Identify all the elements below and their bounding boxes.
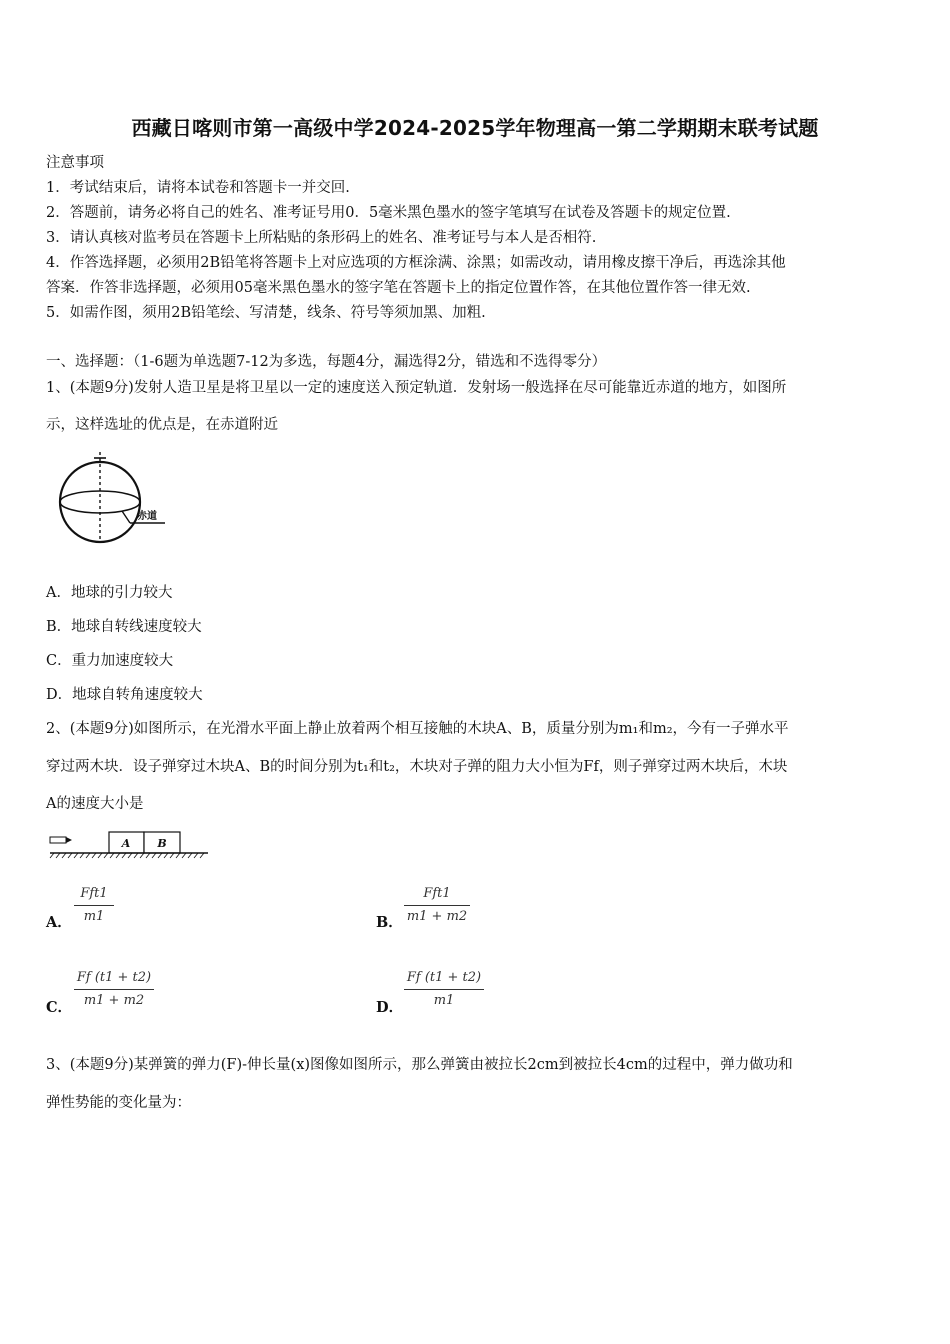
q2-option-a-fraction[interactable]	[74, 884, 114, 927]
fraction-denominator: m1 + m2	[406, 909, 468, 924]
section-heading: 一、选择题：（1-6题为单选题7-12为多选，每题4分，漏选得2分，错选和不选得零分）	[46, 354, 607, 370]
fraction-denominator: m1	[433, 993, 455, 1008]
q2-option-c-label[interactable]: C．	[46, 999, 73, 1016]
q3-stem-line2: 弹性势能的变化量为：	[46, 1095, 191, 1111]
equator-pointer	[122, 511, 130, 523]
fraction-denominator: m1	[83, 909, 105, 924]
q2-stem-line3: A的速度大小是	[46, 796, 144, 812]
q1-stem-line2: 示，这样选址的优点是，在赤道附近	[46, 417, 278, 433]
fraction-numerator: Ff (t1 + t2)	[76, 970, 152, 985]
q1-option-d[interactable]: D．地球自转角速度较大	[46, 687, 203, 703]
notice-item: 2．答题前，请务必将自己的姓名、准考证号用0．5毫米黑色墨水的签字笔填写在试卷及答题卡的规定位置.	[46, 205, 731, 221]
q2-option-b-label[interactable]: B．	[376, 914, 403, 931]
block-a-label: A	[121, 837, 131, 850]
fraction-numerator: Ff (t1 + t2)	[406, 970, 482, 985]
fraction-numerator: Fft1	[423, 886, 451, 901]
notice-item: 4．作答选择题，必须用2B铅笔将答题卡上对应选项的方框涂满、涂黑；如需改动，请用橡皮擦干净后，再选涂其他	[46, 255, 786, 271]
q2-option-c-fraction[interactable]	[74, 968, 154, 1011]
earth-equator-figure	[50, 448, 180, 548]
q1-stem-line1: 1、(本题9分)发射人造卫星是将卫星以一定的速度送入预定轨道．发射场一般选择在尽可能靠近赤道的地方，如图所	[46, 380, 787, 396]
q2-option-d-label[interactable]: D．	[376, 999, 404, 1016]
notice-item: 1．考试结束后，请将本试卷和答题卡一并交回.	[46, 180, 350, 196]
q2-option-a-label[interactable]: A．	[46, 914, 72, 931]
notice-item: 5．如需作图，须用2B铅笔绘、写清楚，线条、符号等须加黑、加粗.	[46, 305, 486, 321]
q2-stem-line1: 2、(本题9分)如图所示，在光滑水平面上静止放着两个相互接触的木块A、B，质量分别为m₁和m₂，今有一子弹水平	[46, 721, 789, 737]
notice-heading: 注意事项	[46, 155, 104, 171]
bullet-shape	[50, 837, 66, 843]
equator-label: 赤道	[137, 511, 157, 522]
q1-option-b[interactable]: B．地球自转线速度较大	[46, 619, 202, 635]
notice-item: 答案．作答非选择题，必须用05毫米黑色墨水的签字笔在答题卡上的指定位置作答，在其他位置作答一律无效.	[46, 280, 751, 296]
q1-option-c[interactable]: C．重力加速度较大	[46, 653, 174, 669]
q1-option-a[interactable]: A．地球的引力较大	[46, 585, 173, 601]
notice-item: 3．请认真核对监考员在答题卡上所粘贴的条形码上的姓名、准考证号与本人是否相符.	[46, 230, 597, 246]
block-b-label: B	[157, 837, 167, 850]
q3-stem-line1: 3、(本题9分)某弹簧的弹力(F)-伸长量(x)图像如图所示，那么弹簧由被拉长2cm到被拉长4cm的过程中，弹力做功和	[46, 1057, 793, 1073]
fraction-denominator: m1 + m2	[83, 993, 145, 1008]
q2-stem-line2: 穿过两木块．设子弹穿过木块A、B的时间分别为t₁和t₂，木块对子弹的阻力大小恒为Ff，则子弹穿过两木块后，木块	[46, 759, 788, 775]
fraction-numerator: Fft1	[80, 886, 108, 901]
q2-option-d-fraction[interactable]	[404, 968, 484, 1011]
page-title: 西藏日喀则市第一高级中学2024-2025学年物理高一第二学期期末联考试题	[131, 116, 819, 140]
q2-option-b-fraction[interactable]	[404, 884, 470, 927]
blocks-figure	[48, 828, 213, 862]
